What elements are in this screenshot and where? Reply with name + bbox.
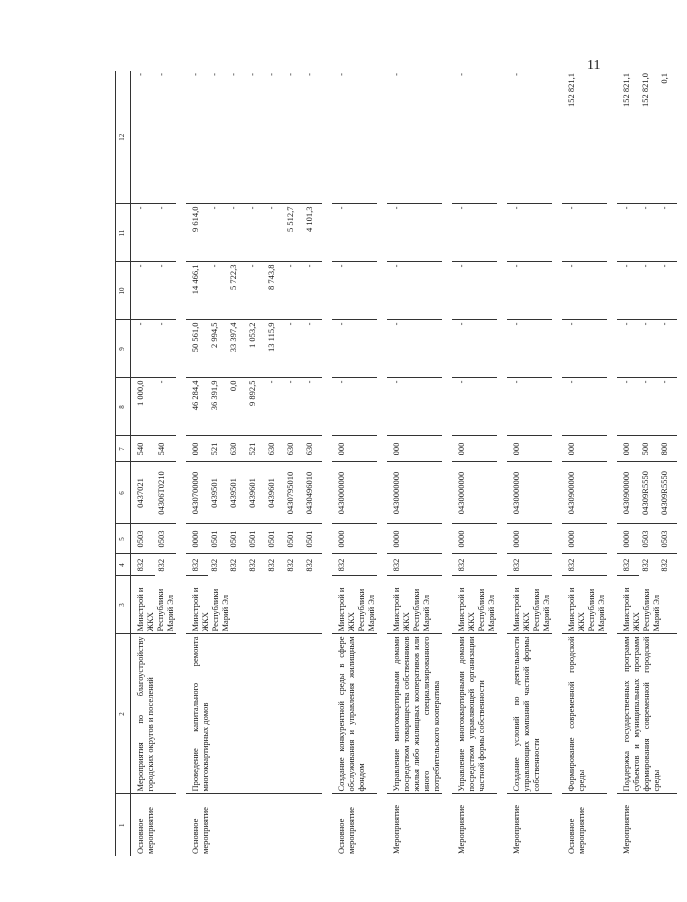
cell-col-8: 46 284,4 xyxy=(186,378,208,436)
cell-col-9: - xyxy=(617,320,639,378)
cell-col-7: 000 xyxy=(452,436,497,462)
table-row xyxy=(452,71,497,856)
row-name: Поддержка государственных программ субъектов и муниципальных программ формирования современной городской среды xyxy=(617,634,677,794)
row-organization: Минстрой и ЖКХ Республики Марий Эл xyxy=(186,576,322,634)
cell-col-6: 0430700000 xyxy=(186,462,208,524)
cell-col-5: 0000 xyxy=(507,524,552,554)
cell-col-7: 540 xyxy=(155,436,176,462)
cell-col-8: - xyxy=(452,378,497,436)
cell-col-12: 152 821,0 xyxy=(639,71,658,204)
cell-col-6: 04309R5550 xyxy=(639,462,658,524)
cell-col-12: 152 821,1 xyxy=(617,71,639,204)
row-kind: Основное мероприятие xyxy=(190,807,210,854)
row-spacer-cell xyxy=(552,71,562,856)
cell-col-6: 0430795010 xyxy=(284,462,303,524)
cell-col-9: - xyxy=(155,320,176,378)
row-spacer xyxy=(552,71,562,856)
cell-col-11: - xyxy=(452,204,497,262)
table-row xyxy=(507,71,552,856)
cell-col-6: 0439601 xyxy=(246,462,265,524)
cell-col-8: - xyxy=(332,378,377,436)
cell-col-5: 0503 xyxy=(131,524,156,554)
cell-col-10: - xyxy=(639,262,658,320)
cell-col-12: - xyxy=(507,71,552,204)
row-spacer-cell xyxy=(677,71,687,856)
cell-col-11: - xyxy=(131,204,156,262)
cell-col-5: 0503 xyxy=(658,524,677,554)
cell-col-11: 9 614,0 xyxy=(186,204,208,262)
cell-col-4: 832 xyxy=(304,558,314,572)
cell-col-6: 0430000000 xyxy=(332,462,377,524)
cell-col-11: - xyxy=(387,204,442,262)
cell-col-6: 0430496010 xyxy=(303,462,322,524)
column-number-6: 6 xyxy=(116,462,131,524)
row-kind: Основное мероприятие xyxy=(135,807,155,854)
cell-col-12: - xyxy=(155,71,176,204)
column-number-10: 10 xyxy=(116,262,131,320)
table-row xyxy=(387,71,442,856)
column-number-4: 4 xyxy=(116,554,131,576)
cell-col-9: - xyxy=(639,320,658,378)
cell-col-6: 0430000000 xyxy=(387,462,442,524)
cell-col-11: - xyxy=(617,204,639,262)
cell-col-11: - xyxy=(658,204,677,262)
table-row xyxy=(617,71,639,856)
cell-col-4: 832 xyxy=(387,554,442,576)
table-row xyxy=(332,71,377,856)
cell-col-5: 0501 xyxy=(208,524,227,554)
row-organization: Минстрой и ЖКХ Республики Марий Эл xyxy=(617,576,677,634)
cell-col-5: 0000 xyxy=(186,524,208,554)
table-row xyxy=(562,71,607,856)
table-body xyxy=(131,71,687,856)
row-spacer xyxy=(176,71,186,856)
row-spacer xyxy=(607,71,617,856)
cell-col-6: 0430900000 xyxy=(617,462,639,524)
cell-col-6: 04306Т0210 xyxy=(155,462,176,524)
column-number-11: 11 xyxy=(116,204,131,262)
cell-col-4: 832 xyxy=(228,558,238,572)
cell-col-10: - xyxy=(617,262,639,320)
cell-col-9: - xyxy=(452,320,497,378)
cell-col-8: - xyxy=(265,378,284,436)
cell-col-11: - xyxy=(246,204,265,262)
cell-col-10: - xyxy=(332,262,377,320)
cell-col-8: - xyxy=(639,378,658,436)
row-organization: Минстрой и ЖКХ Республики Марий Эл xyxy=(131,576,177,634)
cell-col-5: 0000 xyxy=(332,524,377,554)
cell-col-6: 0430000000 xyxy=(452,462,497,524)
cell-col-12: - xyxy=(227,71,246,204)
table-row xyxy=(131,71,156,856)
cell-col-9: 50 561,0 xyxy=(186,320,208,378)
cell-col-9: - xyxy=(131,320,156,378)
column-number-2: 2 xyxy=(116,634,131,794)
column-header-row xyxy=(116,71,131,856)
cell-col-8: 0,0 xyxy=(227,378,246,436)
cell-col-8: - xyxy=(155,378,176,436)
cell-col-10: - xyxy=(303,262,322,320)
cell-col-4: 832 xyxy=(659,558,669,572)
cell-col-9: - xyxy=(332,320,377,378)
rotated-table-container xyxy=(115,71,669,856)
cell-col-10: - xyxy=(155,262,176,320)
cell-col-5: 0000 xyxy=(617,524,639,554)
cell-col-4: 832 xyxy=(562,554,607,576)
cell-col-4: 832 xyxy=(266,558,276,572)
table-row xyxy=(186,71,208,856)
column-number-7: 7 xyxy=(116,436,131,462)
cell-col-12: - xyxy=(208,71,227,204)
cell-col-4: 832 xyxy=(209,558,219,572)
cell-col-7: 000 xyxy=(186,436,208,462)
row-name: Создание условий по деятельности управляющих компаний частной формы собственности xyxy=(507,634,552,794)
cell-col-7: 630 xyxy=(265,436,284,462)
cell-col-9: - xyxy=(562,320,607,378)
cell-col-5: 0501 xyxy=(303,524,322,554)
cell-col-5: 0000 xyxy=(452,524,497,554)
row-organization: Минстрой и ЖКХ Республики Марий Эл xyxy=(507,576,552,634)
row-spacer xyxy=(677,71,687,856)
cell-col-4: 832 xyxy=(452,554,497,576)
cell-col-6: 0439501 xyxy=(208,462,227,524)
cell-col-9: 2 994,5 xyxy=(208,320,227,378)
column-number-1: 1 xyxy=(116,794,131,856)
cell-col-12: - xyxy=(186,71,208,204)
cell-col-8: - xyxy=(617,378,639,436)
cell-col-9: - xyxy=(387,320,442,378)
cell-col-8: 36 391,9 xyxy=(208,378,227,436)
cell-col-7: 800 xyxy=(658,436,677,462)
cell-col-5: 0501 xyxy=(265,524,284,554)
row-spacer-cell xyxy=(176,71,186,856)
cell-col-9: - xyxy=(658,320,677,378)
cell-col-4: 832 xyxy=(617,554,639,576)
cell-col-10: - xyxy=(131,262,156,320)
row-kind: Мероприятие xyxy=(456,804,466,854)
row-name: Мероприятия по благоустройству городских округов и поселений xyxy=(131,634,177,794)
cell-col-10: - xyxy=(507,262,552,320)
cell-col-7: 521 xyxy=(246,436,265,462)
cell-col-9: - xyxy=(507,320,552,378)
cell-col-7: 000 xyxy=(387,436,442,462)
cell-col-7: 630 xyxy=(303,436,322,462)
column-number-3: 3 xyxy=(116,576,131,634)
column-number-9: 9 xyxy=(116,320,131,378)
cell-col-12: 152 821,1 xyxy=(562,71,607,204)
cell-col-10: - xyxy=(246,262,265,320)
cell-col-4: 832 xyxy=(507,554,552,576)
cell-col-10: - xyxy=(452,262,497,320)
cell-col-12: - xyxy=(284,71,303,204)
cell-col-8: - xyxy=(562,378,607,436)
row-spacer-cell xyxy=(322,71,332,856)
row-kind: Основное мероприятие xyxy=(566,807,586,854)
cell-col-4: 832 xyxy=(156,558,167,572)
row-spacer-cell xyxy=(442,71,452,856)
row-name: Управление многоквартирными домами посредством управляющей организации частной формы собственности xyxy=(452,634,497,794)
cell-col-8: - xyxy=(507,378,552,436)
cell-col-4: 832 xyxy=(285,558,295,572)
cell-col-7: 540 xyxy=(131,436,156,462)
row-spacer xyxy=(322,71,332,856)
cell-col-4: 832 xyxy=(186,554,208,576)
cell-col-11: - xyxy=(562,204,607,262)
cell-col-10: - xyxy=(387,262,442,320)
column-number-12: 12 xyxy=(116,71,131,204)
cell-col-10: - xyxy=(208,262,227,320)
cell-col-6: 04309R5550 xyxy=(658,462,677,524)
cell-col-6: 0437021 xyxy=(131,462,156,524)
row-spacer xyxy=(442,71,452,856)
cell-col-11: - xyxy=(155,204,176,262)
cell-col-8: - xyxy=(284,378,303,436)
budget-table xyxy=(115,71,687,856)
cell-col-11: 5 512,7 xyxy=(284,204,303,262)
cell-col-5: 0501 xyxy=(246,524,265,554)
cell-col-7: 630 xyxy=(284,436,303,462)
row-kind: Основное мероприятие xyxy=(336,807,356,854)
row-kind: Мероприятие xyxy=(621,804,631,854)
cell-col-6: 0430000000 xyxy=(507,462,552,524)
cell-col-10: 8 743,8 xyxy=(265,262,284,320)
cell-col-6: 0439501 xyxy=(227,462,246,524)
cell-col-4: 832 xyxy=(640,558,650,572)
cell-col-5: 0501 xyxy=(284,524,303,554)
cell-col-9: - xyxy=(284,320,303,378)
column-number-5: 5 xyxy=(116,524,131,554)
cell-col-12: - xyxy=(332,71,377,204)
row-spacer xyxy=(497,71,507,856)
cell-col-4: 832 xyxy=(131,554,156,576)
cell-col-5: 0000 xyxy=(562,524,607,554)
cell-col-12: - xyxy=(452,71,497,204)
cell-col-8: - xyxy=(387,378,442,436)
cell-col-11: - xyxy=(227,204,246,262)
cell-col-7: 000 xyxy=(562,436,607,462)
cell-col-5: 0503 xyxy=(639,524,658,554)
row-spacer xyxy=(377,71,387,856)
cell-col-4: 832 xyxy=(332,554,377,576)
cell-col-7: 500 xyxy=(639,436,658,462)
cell-col-12: - xyxy=(387,71,442,204)
cell-col-11: - xyxy=(639,204,658,262)
cell-col-5: 0501 xyxy=(227,524,246,554)
column-number-8: 8 xyxy=(116,378,131,436)
cell-col-12: - xyxy=(265,71,284,204)
cell-col-7: 000 xyxy=(332,436,377,462)
cell-col-5: 0503 xyxy=(155,524,176,554)
cell-col-11: - xyxy=(332,204,377,262)
cell-col-12: - xyxy=(246,71,265,204)
row-organization: Минстрой и ЖКХ Республики Марий Эл xyxy=(452,576,497,634)
row-spacer-cell xyxy=(497,71,507,856)
cell-col-12: 0,1 xyxy=(658,71,677,204)
cell-col-7: 000 xyxy=(507,436,552,462)
cell-col-8: 9 892,5 xyxy=(246,378,265,436)
cell-col-6: 0439601 xyxy=(265,462,284,524)
cell-col-8: 1 000,0 xyxy=(131,378,156,436)
cell-col-7: 630 xyxy=(227,436,246,462)
row-name: Создание конкурентной среды в сфере обслуживания и управления жилищным фондом xyxy=(332,634,377,794)
page-number: 11 xyxy=(587,58,601,73)
row-name: Управление многоквартирными домами посредством товарищества собственников жилья либо жилищных кооперативов или иного специализированного потребительского кооператива xyxy=(387,634,442,794)
cell-col-11: - xyxy=(507,204,552,262)
row-organization: Минстрой и ЖКХ Республики Марий Эл xyxy=(387,576,442,634)
cell-col-10: 14 466,1 xyxy=(186,262,208,320)
cell-col-11: 4 101,3 xyxy=(303,204,322,262)
cell-col-6: 0430900000 xyxy=(562,462,607,524)
cell-col-8: - xyxy=(658,378,677,436)
cell-col-12: - xyxy=(303,71,322,204)
row-spacer-cell xyxy=(607,71,617,856)
row-kind: Мероприятие xyxy=(511,804,521,854)
row-spacer-cell xyxy=(377,71,387,856)
cell-col-10: - xyxy=(562,262,607,320)
row-name: Проведение капитального ремонта многоквартирных домов xyxy=(186,634,322,794)
cell-col-7: 000 xyxy=(617,436,639,462)
cell-col-9: 33 397,4 xyxy=(227,320,246,378)
cell-col-8: - xyxy=(303,378,322,436)
cell-col-10: - xyxy=(284,262,303,320)
cell-col-10: - xyxy=(658,262,677,320)
cell-col-9: 13 115,9 xyxy=(265,320,284,378)
cell-col-10: 5 722,3 xyxy=(227,262,246,320)
cell-col-9: - xyxy=(303,320,322,378)
cell-col-11: - xyxy=(208,204,227,262)
cell-col-4: 832 xyxy=(247,558,257,572)
cell-col-5: 0000 xyxy=(387,524,442,554)
cell-col-12: - xyxy=(131,71,156,204)
cell-col-11: - xyxy=(265,204,284,262)
cell-col-7: 521 xyxy=(208,436,227,462)
row-kind: Мероприятие xyxy=(391,804,401,854)
cell-col-9: 1 053,2 xyxy=(246,320,265,378)
row-organization: Минстрой и ЖКХ Республики Марий Эл xyxy=(332,576,377,634)
row-organization: Минстрой и ЖКХ Республики Марий Эл xyxy=(562,576,607,634)
row-name: Формирование современной городской среды xyxy=(562,634,607,794)
